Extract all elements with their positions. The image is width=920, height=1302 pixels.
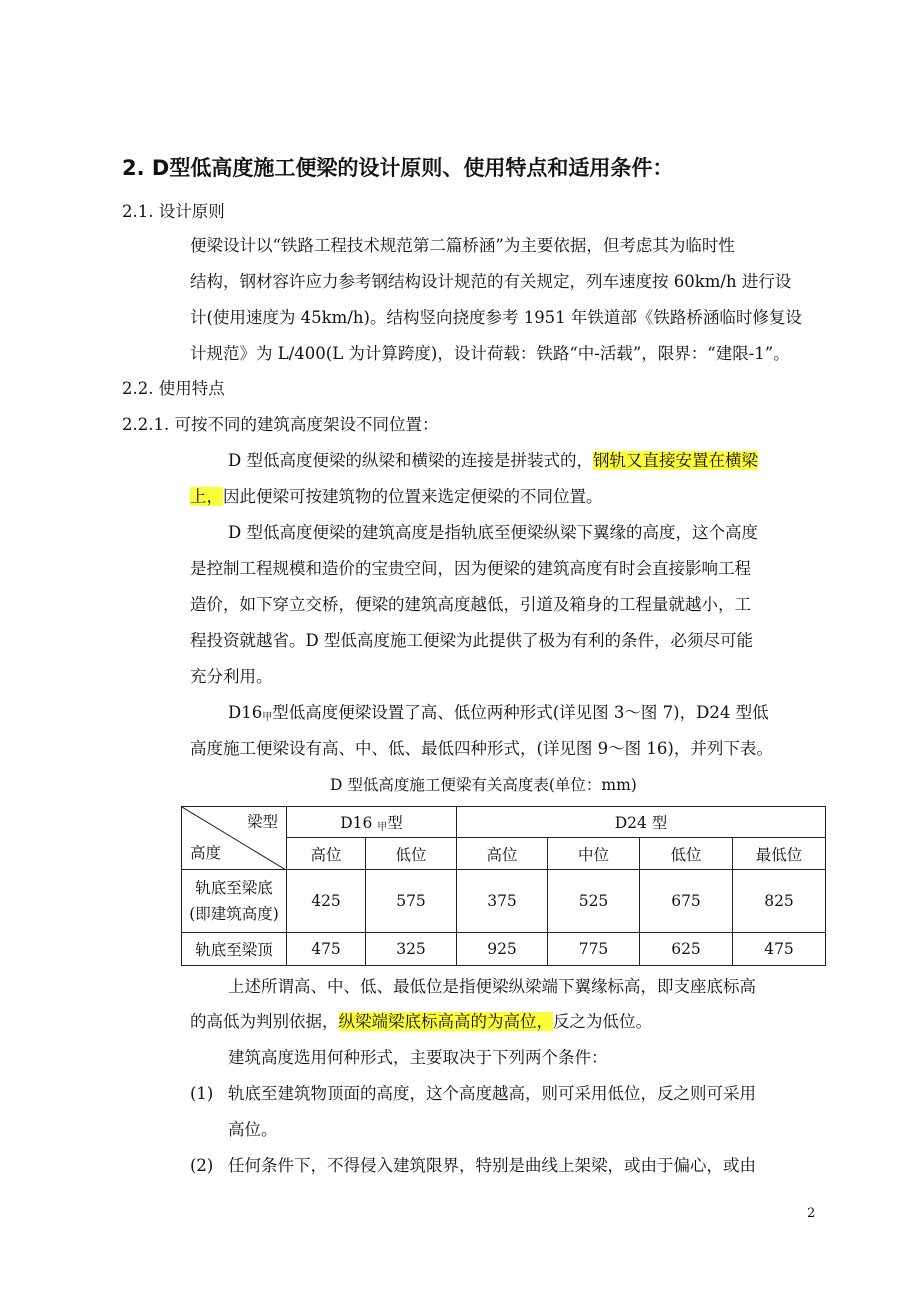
table-cell: 575 [366,870,457,933]
d16-sub: 甲 [377,822,388,833]
para5-a: 的高低为判别依据， [190,1012,339,1031]
row-label-1: 轨底至梁底 [195,879,273,897]
table-row [182,870,826,933]
corner-top-label: 梁型 [246,813,278,831]
subsection-2-2: 2.2. 使用特点 [122,379,225,398]
row-label: 轨底至梁顶 [182,933,287,966]
header-d24: D24 型 [457,807,826,838]
row-label-2: (即建筑高度) [189,905,279,923]
para5-b: 反之为低位。 [553,1012,652,1031]
para1-line2: 结构，钢材容许应力参考钢结构设计规范的有关规定，列车速度按 60km/h 进行设 [190,272,792,291]
table-cell: 925 [457,933,548,966]
para6: 建筑高度选用何种形式，主要取决于下列两个条件： [228,1048,608,1067]
table-corner-cell [182,807,287,870]
subheader-cell: 低位 [366,838,457,870]
para2-text-b: 因此便梁可按建筑物的位置来选定便梁的不同位置。 [223,487,603,506]
para2-line1 [228,451,758,471]
para2-text-a: D 型低高度便梁的纵梁和横梁的连接是拼装式的， [228,451,593,470]
highlight-1-cont: 上， [190,487,223,506]
item1-number: (1) [190,1084,214,1103]
para3-line1: D 型低高度便梁的建筑高度是指轨底至便梁纵梁下翼缘的高度，这个高度 [228,523,758,542]
subsection-2-1: 2.1. 设计原则 [122,202,225,221]
para4-line1 [228,703,769,728]
d16-a: D16 [340,814,378,832]
item1-line1: 轨底至建筑物顶面的高度，这个高度越高，则可采用低位，反之则可采用 [228,1084,756,1103]
subheader-cell: 高位 [457,838,548,870]
section-heading: 2. D型低高度施工便梁的设计原则、使用特点和适用条件： [122,156,674,180]
para3-line5: 充分利用。 [190,667,273,686]
table-cell: 625 [640,933,733,966]
para5-line2 [190,1012,652,1032]
para2-line2 [190,487,603,507]
para1-line1: 便梁设计以“铁路工程技术规范第二篇桥涵”为主要依据，但考虑其为临时性 [190,236,735,255]
para3-line3: 造价，如下穿立交桥，便梁的建筑高度越低，引道及箱身的工程量就越小，工 [190,595,751,614]
subheader-cell: 低位 [640,838,733,870]
para4-b: 型低高度便梁设置了高、低位两种形式(详见图 3～图 7)，D24 型低 [272,703,769,722]
highlight-1: 钢轨又直接安置在横梁 [592,451,758,470]
item2-number: (2) [190,1156,214,1175]
table-row [182,933,826,966]
table-cell: 525 [548,870,640,933]
row-label [182,870,287,933]
table-cell: 425 [287,870,366,933]
header-d16 [287,807,457,838]
table-cell: 775 [548,933,640,966]
table-cell: 475 [287,933,366,966]
para5-line1: 上述所谓高、中、低、最低位是指便梁纵梁端下翼缘标高，即支座底标高 [228,977,756,996]
subheader-cell: 最低位 [733,838,826,870]
item2-line1: 任何条件下，不得侵入建筑限界，特别是曲线上架梁，或由于偏心，或由 [228,1156,756,1175]
para3-line2: 是控制工程规模和造价的宝贵空间，因为便梁的建筑高度有时会直接影响工程 [190,559,751,578]
para4-a: D16 [228,703,263,722]
table-cell: 675 [640,870,733,933]
para4-sub: 甲 [262,712,273,723]
d16-b: 型 [387,814,403,832]
item1-line2: 高位。 [228,1120,278,1139]
table-cell: 325 [366,933,457,966]
para1-line4: 计规范》为 L/400(L 为计算跨度)，设计荷载：铁路“中-活载”，限界：“建限-1”。 [190,344,790,363]
subsection-2-2-1: 2.2.1. 可按不同的建筑高度架设不同位置： [122,415,439,434]
para4-line2: 高度施工便梁设有高、中、低、最低四种形式，(详见图 9～图 16)，并列下表。 [190,739,773,758]
corner-bottom-label: 高度 [190,844,222,862]
para1-line3: 计(使用速度为 45km/h)。结构竖向挠度参考 1951 年铁道部《铁路桥涵临时修复设 [190,308,802,327]
highlight-2: 纵梁端梁底标高高的为高位， [338,1012,553,1031]
page-number: 2 [807,1206,816,1221]
table-caption: D 型低高度施工便梁有关高度表(单位：mm) [330,776,637,794]
subheader-cell: 高位 [287,838,366,870]
height-table [181,806,826,966]
table-cell: 375 [457,870,548,933]
para3-line4: 程投资就越省。D 型低高度施工便梁为此提供了极为有利的条件，必须尽可能 [190,631,753,650]
table-cell: 475 [733,933,826,966]
table-cell: 825 [733,870,826,933]
subheader-cell: 中位 [548,838,640,870]
